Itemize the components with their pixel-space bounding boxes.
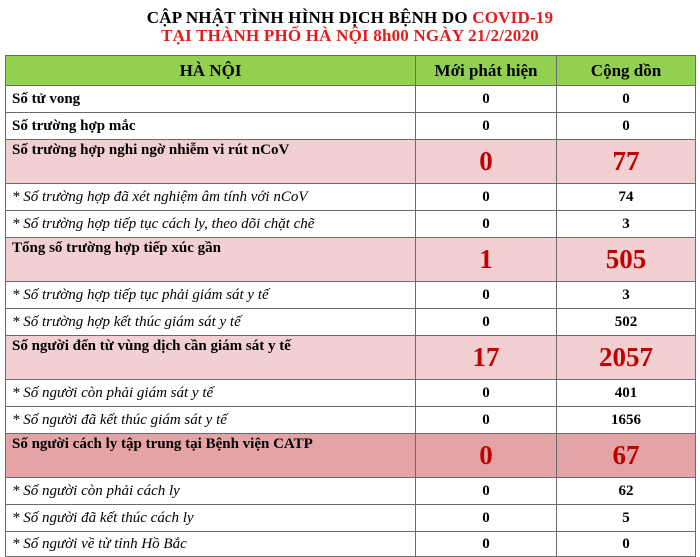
table-row: [6, 532, 696, 557]
row-total-value: 502: [557, 309, 696, 336]
table-row: [6, 86, 696, 113]
row-total-value: 3: [557, 211, 696, 238]
row-new-value: 0: [416, 309, 557, 336]
row-new-value: 0: [416, 380, 557, 407]
row-label: * Số người còn phải cách ly: [6, 478, 416, 505]
row-total-value: 0: [557, 113, 696, 140]
table-row: [6, 309, 696, 336]
table-row-highlight: [6, 336, 696, 380]
row-label: Số trường hợp mắc: [6, 113, 416, 140]
row-new-value: 1: [416, 238, 557, 282]
row-new-value: 0: [416, 86, 557, 113]
row-label: * Số trường hợp đã xét nghiệm âm tính với nCoV: [6, 184, 416, 211]
table-row-highlight: [6, 140, 696, 184]
row-total-value: 67: [557, 434, 696, 478]
covid-label: COVID-19: [472, 8, 554, 27]
table-row: [6, 478, 696, 505]
row-total-value: 2057: [557, 336, 696, 380]
row-label: * Số người còn phải giám sát y tế: [6, 380, 416, 407]
row-label: Số trường hợp nghi ngờ nhiễm vi rút nCoV: [6, 140, 416, 184]
row-total-value: 3: [557, 282, 696, 309]
column-header-total: Cộng dồn: [557, 56, 696, 86]
table-row: [6, 113, 696, 140]
statistics-table: [5, 55, 696, 557]
report-subtitle: TẠI THÀNH PHỐ HÀ NỘI 8h00 NGÀY 21/2/2020: [161, 26, 539, 45]
row-new-value: 0: [416, 140, 557, 184]
table-row-highlight: [6, 434, 696, 478]
row-new-value: 0: [416, 478, 557, 505]
row-label: * Số trường hợp kết thúc giám sát y tế: [6, 309, 416, 336]
row-label: * Số trường hợp tiếp tục cách ly, theo dõi chặt chẽ: [6, 211, 416, 238]
table-header-row: [6, 56, 696, 86]
row-total-value: 77: [557, 140, 696, 184]
row-new-value: 0: [416, 282, 557, 309]
table-row: [6, 407, 696, 434]
column-header-new: Mới phát hiện: [416, 56, 557, 86]
table-row: [6, 184, 696, 211]
row-new-value: 0: [416, 407, 557, 434]
row-new-value: 0: [416, 434, 557, 478]
row-label: Số người đến từ vùng dịch cần giám sát y tế: [6, 336, 416, 380]
row-new-value: 0: [416, 532, 557, 557]
row-total-value: 0: [557, 532, 696, 557]
row-new-value: 0: [416, 505, 557, 532]
row-label: Số tử vong: [6, 86, 416, 113]
row-new-value: 17: [416, 336, 557, 380]
report-title-prefix: CẬP NHẬT TÌNH HÌNH DỊCH BỆNH DO: [146, 8, 473, 27]
table-row: [6, 380, 696, 407]
row-new-value: 0: [416, 184, 557, 211]
row-label: * Số người về từ tỉnh Hồ Bắc: [6, 532, 416, 557]
row-total-value: 5: [557, 505, 696, 532]
column-header-region: HÀ NỘI: [6, 56, 416, 86]
row-total-value: 62: [557, 478, 696, 505]
row-total-value: 401: [557, 380, 696, 407]
row-total-value: 74: [557, 184, 696, 211]
row-label: Số người cách ly tập trung tại Bệnh viện CATP: [6, 434, 416, 478]
row-label: * Số người đã kết thúc cách ly: [6, 505, 416, 532]
table-row: [6, 505, 696, 532]
row-total-value: 0: [557, 86, 696, 113]
table-row-highlight: [6, 238, 696, 282]
report-title: [0, 0, 700, 27]
table-row: [6, 211, 696, 238]
row-new-value: 0: [416, 113, 557, 140]
row-label: * Số người đã kết thúc giám sát y tế: [6, 407, 416, 434]
row-total-value: 1656: [557, 407, 696, 434]
table-row: [6, 282, 696, 309]
row-label: * Số trường hợp tiếp tục phải giám sát y tế: [6, 282, 416, 309]
report-header: [0, 0, 700, 55]
row-new-value: 0: [416, 211, 557, 238]
row-total-value: 505: [557, 238, 696, 282]
row-label: Tổng số trường hợp tiếp xúc gần: [6, 238, 416, 282]
